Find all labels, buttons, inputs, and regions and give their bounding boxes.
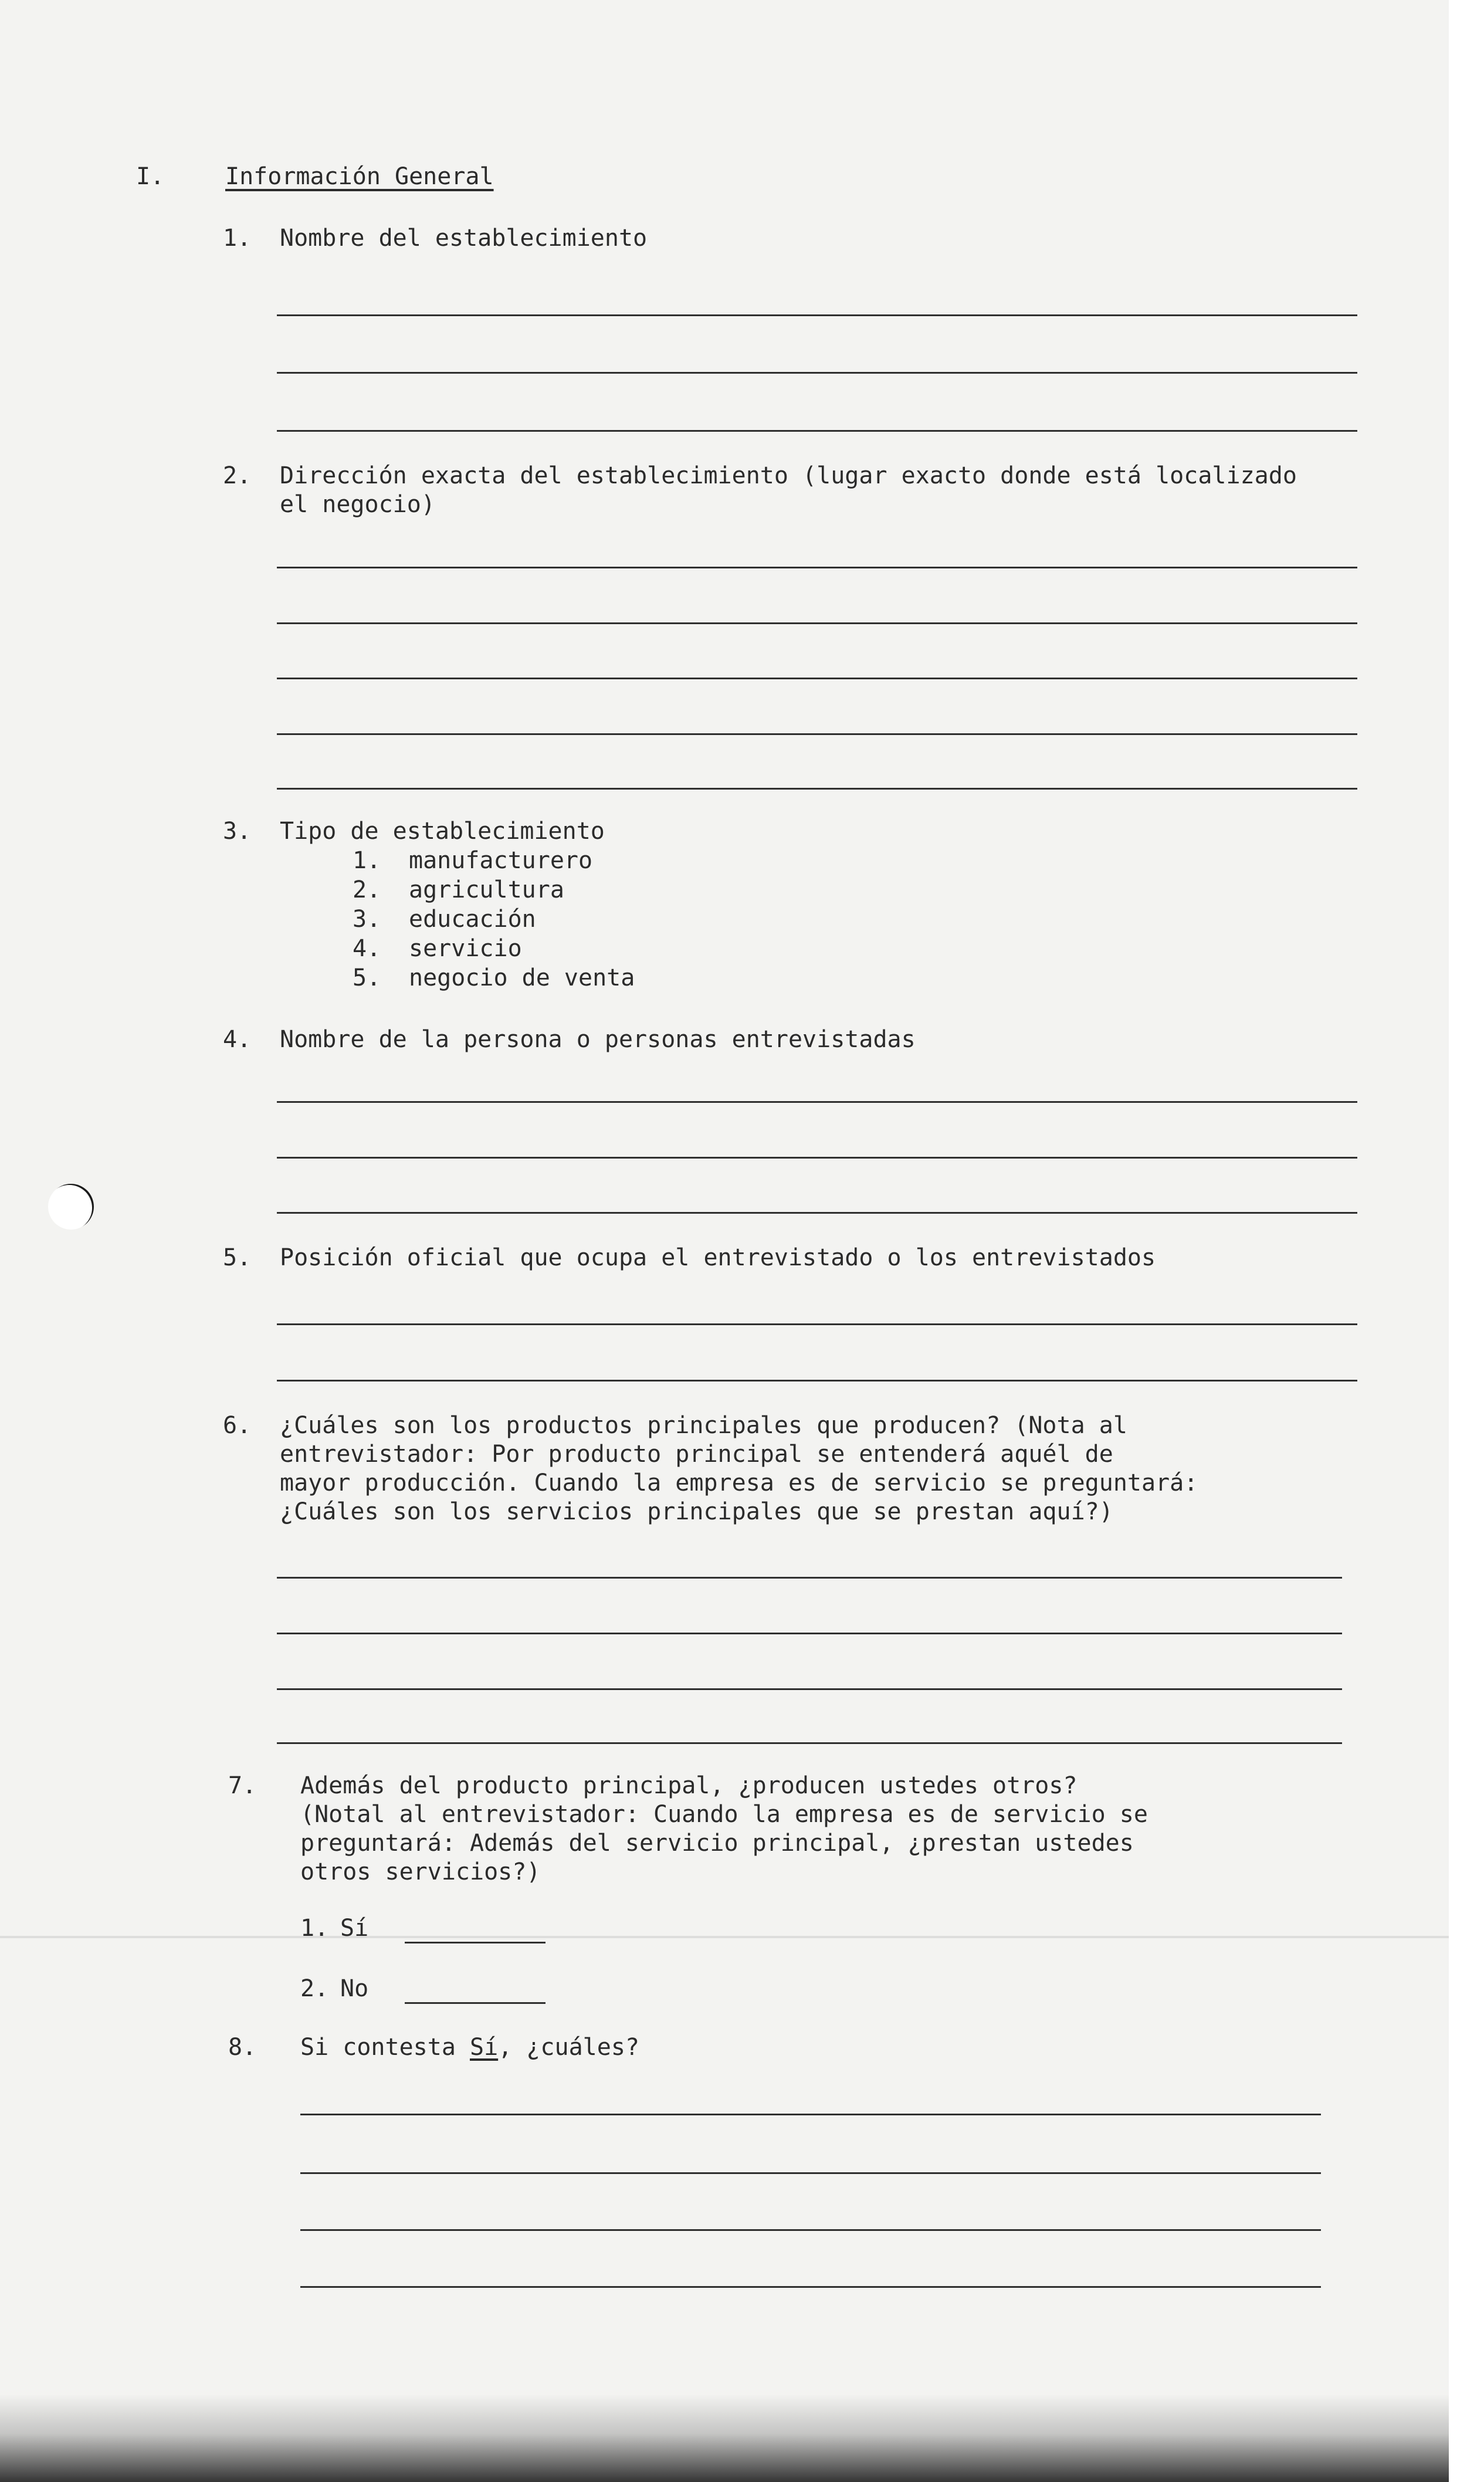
scan-shadow: [0, 2394, 1449, 2482]
answer-blank: [405, 2002, 546, 2004]
question-3-text: Tipo de establecimiento: [280, 818, 605, 845]
question-4-number: 4.: [223, 1026, 252, 1053]
question-7-text-line: (Notal al entrevistador: Cuando la empresa es de servicio se: [300, 1801, 1148, 1828]
question-4-text: Nombre de la persona o personas entrevistadas: [280, 1026, 916, 1053]
question-1-text: Nombre del establecimiento: [280, 225, 648, 252]
question-2-number: 2.: [223, 462, 252, 489]
question-7-number: 7.: [228, 1772, 257, 1799]
question-3-number: 3.: [223, 818, 252, 845]
answer-line: [277, 314, 1357, 316]
answer-line: [277, 622, 1357, 624]
option-label: agricultura: [409, 876, 564, 903]
question-6-number: 6.: [223, 1412, 252, 1439]
answer-line: [277, 1101, 1357, 1103]
answer-line: [277, 1688, 1342, 1690]
option-label: educación: [409, 906, 536, 933]
punch-hole: [48, 1184, 94, 1230]
section-title: Información General: [225, 163, 494, 190]
answer-line: [277, 733, 1357, 735]
option-label: No: [340, 1975, 369, 2002]
answer-blank: [405, 1942, 546, 1943]
option-label: manufacturero: [409, 847, 593, 874]
question-5-text: Posición oficial que ocupa el entrevistado o los entrevistados: [280, 1244, 1156, 1271]
option-number: 2.: [300, 1975, 329, 2002]
question-6-text-line: mayor producción. Cuando la empresa es de servicio se preguntará:: [280, 1469, 1198, 1496]
question-6-text-line: ¿Cuáles son los productos principales que producen? (Nota al: [280, 1412, 1127, 1439]
question-7-text-line: preguntará: Además del servicio principal, ¿prestan ustedes: [300, 1830, 1134, 1857]
answer-line: [277, 1323, 1357, 1325]
question-5-number: 5.: [223, 1244, 252, 1271]
question-6-text-line: entrevistador: Por producto principal se entenderá aquél de: [280, 1441, 1113, 1468]
question-1-number: 1.: [223, 225, 252, 252]
question-7-text-line: otros servicios?): [300, 1858, 541, 1885]
option-number: 3.: [353, 906, 381, 933]
answer-line: [277, 1380, 1357, 1381]
question-7-text-line: Además del producto principal, ¿producen ustedes otros?: [300, 1772, 1078, 1799]
answer-line: [277, 1577, 1342, 1579]
answer-line: [300, 2229, 1321, 2231]
paper-fold-line: [0, 1936, 1449, 1938]
answer-line: [300, 2286, 1321, 2288]
option-label: servicio: [409, 935, 522, 962]
answer-line: [300, 2114, 1321, 2115]
answer-line: [277, 1157, 1357, 1159]
option-label: Sí: [340, 1915, 369, 1942]
answer-line: [277, 430, 1357, 432]
question-8-text-underlined: Sí: [469, 2034, 499, 2061]
option-number: 4.: [353, 935, 381, 962]
answer-line: [300, 2172, 1321, 2174]
option-number: 1.: [300, 1915, 329, 1942]
question-8-number: 8.: [228, 2034, 257, 2061]
question-8-text-before: Si contesta: [300, 2034, 470, 2061]
answer-line: [277, 372, 1357, 374]
answer-line: [277, 1212, 1357, 1214]
question-2-text-line: el negocio): [280, 491, 435, 518]
answer-line: [277, 567, 1357, 568]
question-8-text: [300, 2033, 639, 2062]
section-number: I.: [136, 163, 165, 190]
option-number: 5.: [353, 964, 381, 991]
option-number: 2.: [353, 876, 381, 903]
question-8-text-after: , ¿cuáles?: [498, 2034, 639, 2061]
answer-line: [277, 678, 1357, 679]
answer-line: [277, 788, 1357, 790]
option-number: 1.: [353, 847, 381, 874]
question-2-text-line: Dirección exacta del establecimiento (lugar exacto donde está localizado: [280, 462, 1297, 489]
answer-line: [277, 1742, 1342, 1744]
option-label: negocio de venta: [409, 964, 635, 991]
question-6-text-line: ¿Cuáles son los servicios principales que se prestan aquí?): [280, 1498, 1113, 1525]
answer-line: [277, 1633, 1342, 1634]
